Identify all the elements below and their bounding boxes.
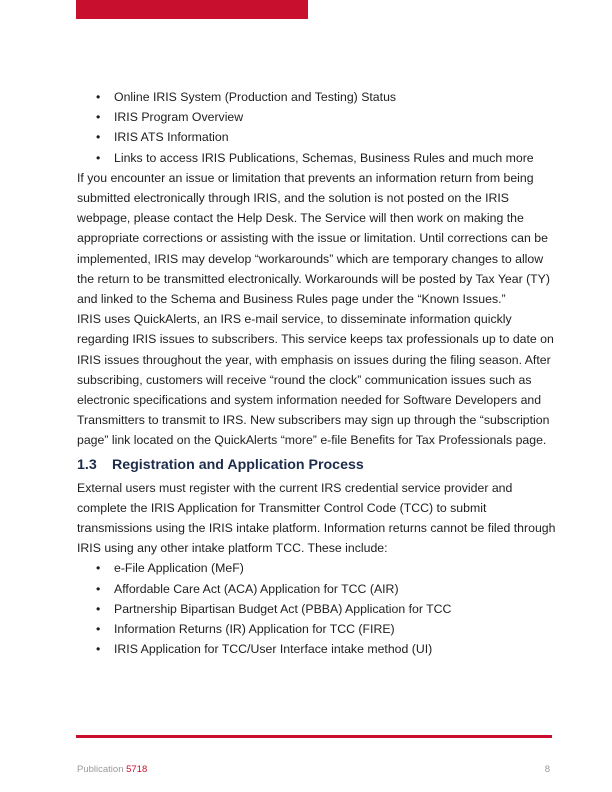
list-item-text: IRIS Application for TCC/User Interface intake method (UI) bbox=[114, 642, 433, 657]
bullet-icon: • bbox=[96, 601, 101, 616]
list-item bbox=[77, 107, 557, 127]
bullet-icon: • bbox=[96, 561, 101, 576]
bullet-icon: • bbox=[96, 110, 101, 125]
list-item-text: Information Returns (IR) Application for TCC (FIRE) bbox=[114, 622, 395, 637]
workarounds-paragraph: If you encounter an issue or limitation that prevents an information return from being submitted electronically through IRIS, and the solution is not posted on the IRIS webpage, please contact the Help Desk. The Service will then work on making the appropriate corrections or assisting with the issue or limitation. Until corrections can be implemented, IRIS may develop “workarounds” which are temporary changes to allow the return to be transmitted electronically. Workarounds will be posted by Tax Year (TY) and linked to the Schema and Business Rules page under the “Known Issues.” bbox=[77, 170, 550, 307]
list-item bbox=[77, 619, 557, 639]
bullet-icon: • bbox=[96, 581, 101, 596]
section-number: 1.3 bbox=[77, 456, 97, 473]
list-item-text: IRIS Program Overview bbox=[114, 110, 244, 125]
application-bullet-list bbox=[77, 558, 557, 659]
list-item bbox=[77, 599, 557, 619]
bullet-icon: • bbox=[96, 150, 101, 165]
list-item-text: e-File Application (MeF) bbox=[114, 561, 244, 576]
registration-paragraph: External users must register with the current IRS credential service provider and complete the IRIS Application for Transmitter Control Code (TCC) to submit transmissions using the IRIS intake platform. Information returns cannot be filed through IRIS using any other intake platform TCC. These include: bbox=[77, 480, 556, 556]
list-item bbox=[77, 558, 557, 578]
section-title: Registration and Application Process bbox=[112, 456, 364, 473]
footer-divider bbox=[76, 735, 552, 738]
publication-number: 5718 bbox=[126, 764, 148, 775]
list-item bbox=[77, 87, 557, 107]
list-item-text: Affordable Care Act (ACA) Application for TCC (AIR) bbox=[114, 581, 399, 596]
quickalerts-paragraph: IRIS uses QuickAlerts, an IRS e-mail service, to disseminate information quickly regarding IRIS issues to subscribers. This service keeps tax professionals up to date on IRIS issues throughout the year, with emphasis on issues during the filing season. After subscribing, customers will receive “round the clock” communication issues such as electronic specifications and system information needed for Software Developers and Transmitters to transmit to IRS. New subscribers may sign up through the “subscription page” link located on the QuickAlerts “more” e-file Benefits for Tax Professionals page. bbox=[77, 312, 554, 448]
list-item-text: Partnership Bipartisan Budget Act (PBBA) Application for TCC bbox=[114, 601, 452, 616]
resource-bullet-list bbox=[77, 87, 557, 168]
publication-label bbox=[77, 764, 147, 775]
header-accent-bar bbox=[76, 0, 308, 19]
section-heading bbox=[77, 455, 557, 475]
list-item bbox=[77, 127, 557, 147]
list-item-text: Online IRIS System (Production and Testing) Status bbox=[114, 90, 397, 104]
bullet-icon: • bbox=[96, 622, 101, 637]
page-number: 8 bbox=[544, 764, 550, 775]
bullet-icon: • bbox=[96, 130, 101, 145]
list-item-text: IRIS ATS Information bbox=[114, 130, 229, 145]
list-item bbox=[77, 639, 557, 659]
bullet-icon: • bbox=[96, 642, 101, 657]
list-item bbox=[77, 148, 557, 168]
list-item bbox=[77, 579, 557, 599]
publication-text: Publication bbox=[77, 764, 124, 775]
list-item-text: Links to access IRIS Publications, Schemas, Business Rules and much more bbox=[114, 150, 534, 165]
bullet-icon: • bbox=[96, 90, 101, 104]
page-body bbox=[77, 87, 557, 659]
